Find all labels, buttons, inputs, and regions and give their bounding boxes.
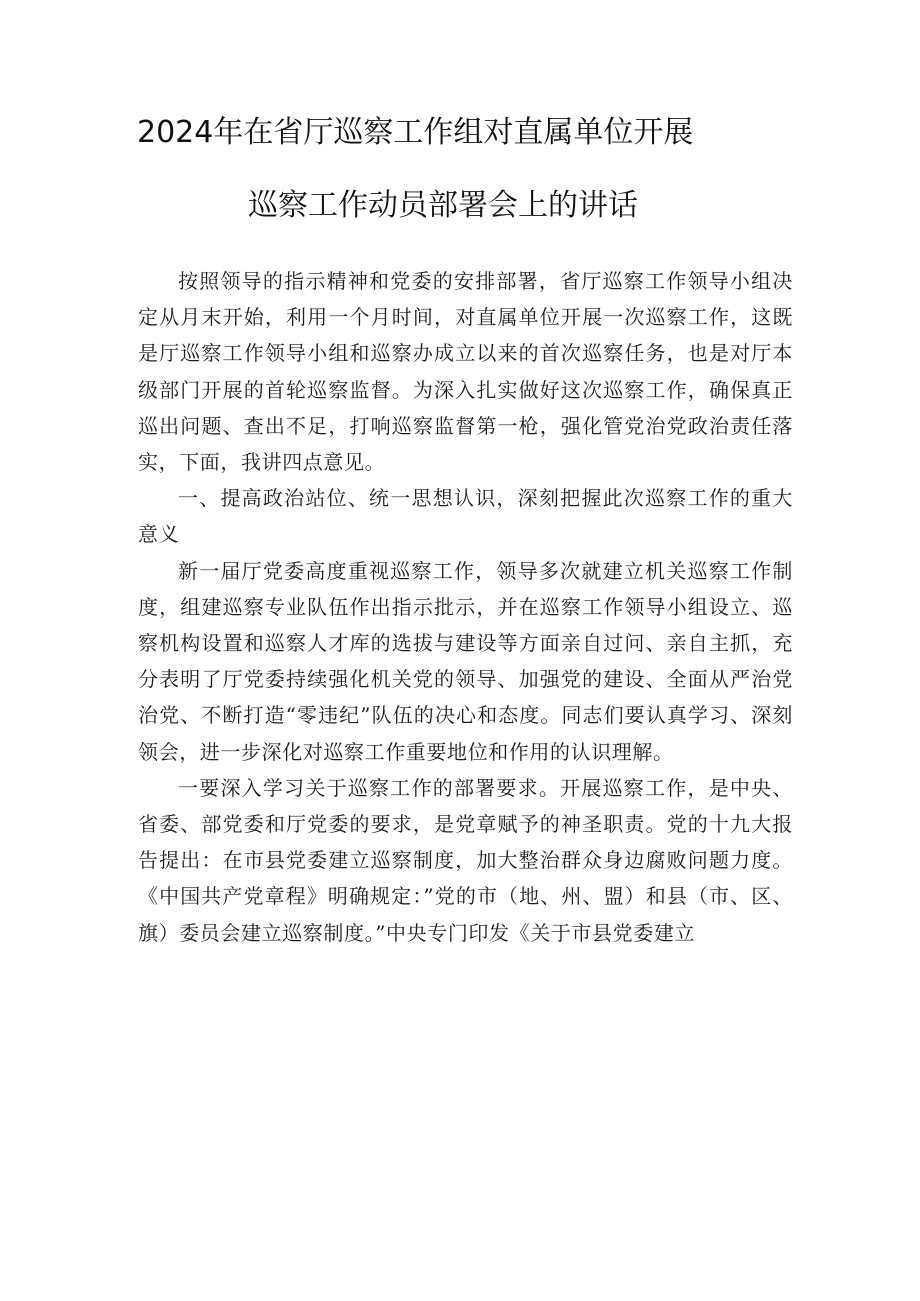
paragraph-intro: 按照领导的指示精神和党委的安排部署，省厅巡察工作领导小组决定从月末开始，利用一个月时间，对直属单位开展一次巡察工作，这既是厅巡察工作领导小组和巡察办成立以来的首次巡察任务，也是对厅本级部门开展的首轮巡察监督。为深入扎实做好这次巡察工作，确保真正巡出问题、查出不足，打响巡察监督第一枪，强化管党治党政治责任落实，下面，我讲四点意见。 <box>138 269 793 475</box>
document-body <box>138 263 793 951</box>
paragraph-point-1: 一要深入学习关于巡察工作的部署要求。开展巡察工作，是中央、省委、部党委和厅党委的要求，是党章赋予的神圣职责。党的十九大报告提出：在市县党委建立巡察制度，加大整治群众身边腐败问题力度。《中国共产党章程》明确规定：”党的市（地、州、盟）和县（市、区、旗）委员会建立巡察制度。”中央专门印发《关于市县党委建立 <box>138 775 793 945</box>
document-title-line-2: 巡察工作动员部署会上的讲话 <box>248 188 638 223</box>
section-heading-1: 一、提高政治站位、统一思想认识，深刻把握此次巡察工作的重大意义 <box>138 486 793 547</box>
document-title-line-1: 2024年在省厅巡察工作组对直属单位开展 <box>137 115 694 150</box>
paragraph-section-1: 新一届厅党委高度重视巡察工作，领导多次就建立机关巡察工作制度，组建巡察专业队伍作出指示批示，并在巡察工作领导小组设立、巡察机构设置和巡察人才库的选拔与建设等方面亲自过问、亲自主抓，充分表明了厅党委持续强化机关党的领导、加强党的建设、全面从严治党治党、不断打造“零违纪”队伍的决心和态度。同志们要认真学习、深刻领会，进一步深化对巡察工作重要地位和作用的认识理解。 <box>138 558 793 764</box>
